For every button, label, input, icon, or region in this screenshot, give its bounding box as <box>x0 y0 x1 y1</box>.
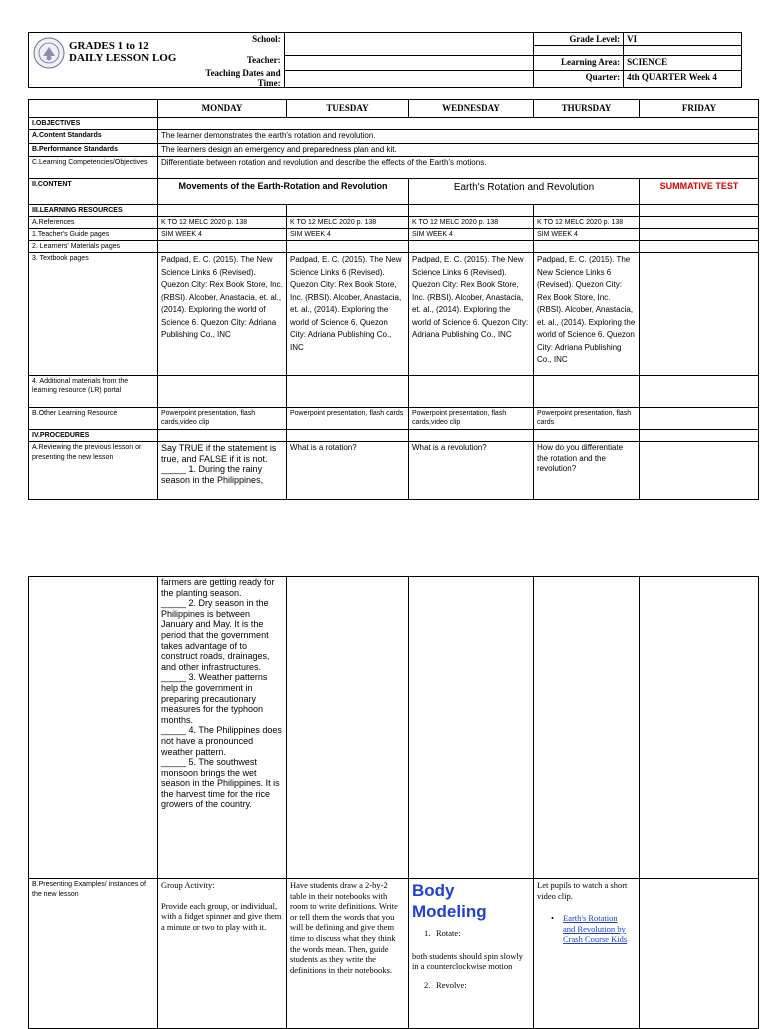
other-resource-thu: Powerpoint presentation, flash cards <box>534 408 640 430</box>
procedure-a-wed: What is a revolution? <box>409 442 534 500</box>
day-header-thursday: THURSDAY <box>534 100 640 118</box>
teacher-label: Teacher: <box>246 55 281 65</box>
day-header-tuesday: TUESDAY <box>287 100 409 118</box>
references-wed: K TO 12 MELC 2020 p. 138 <box>409 217 534 229</box>
lesson-log-table <box>28 99 759 500</box>
guide-tue: SIM WEEK 4 <box>287 229 409 241</box>
references-mon: K TO 12 MELC 2020 p. 138 <box>158 217 287 229</box>
procedure-b-thu <box>534 879 640 1029</box>
additional-materials-label: 4. Additional materials from the learning resource (LR) portal <box>29 376 158 408</box>
procedure-b-wed <box>409 879 534 1029</box>
references-tue: K TO 12 MELC 2020 p. 138 <box>287 217 409 229</box>
other-resource-tue: Powerpoint presentation, flash cards <box>287 408 409 430</box>
other-resource-label: B.Other Learning Resource <box>29 408 158 430</box>
header-table <box>28 32 742 88</box>
video-link[interactable]: Earth's Rotation and Revolution by Crash Course Kids <box>563 913 628 944</box>
content-label: II.CONTENT <box>29 179 158 205</box>
quarter-label: Quarter: <box>534 71 624 88</box>
day-header-friday: FRIDAY <box>640 100 759 118</box>
content-wed-thu: Earth's Rotation and Revolution <box>409 179 640 205</box>
procedure-a-tue: What is a rotation? <box>287 442 409 500</box>
lesson-log-table-continued <box>28 576 759 1029</box>
dates-label: Teaching Dates and Time: <box>205 68 281 88</box>
competencies-label: C.Learning Competencies/Objectives <box>29 157 158 179</box>
group-activity-title: Group Activity: <box>161 880 215 890</box>
bullet-icon: • <box>551 913 554 923</box>
resources-heading: III.LEARNING RESOURCES <box>29 205 158 217</box>
procedure-a-mon: Say TRUE if the statement is true, and FALSE if it is not. _____ 1. During the rainy season in the Philippines, <box>158 442 287 500</box>
guide-wed: SIM WEEK 4 <box>409 229 534 241</box>
grade-label: Grade Level: <box>534 33 624 46</box>
group-activity-body: Provide each group, or individual, with a fidget spinner and give them a minute or two to play with it. <box>161 900 282 932</box>
content-mon-tue: Movements of the Earth-Rotation and Revolution <box>158 179 409 205</box>
objectives-heading: I.OBJECTIVES <box>29 118 158 130</box>
header-title-cell <box>29 33 285 88</box>
other-resource-mon: Powerpoint presentation, flash cards,video clip <box>158 408 287 430</box>
textbook-mon: Padpad, E. C. (2015). The New Science Links 6 (Revised). Quezon City: Rex Book Store, Inc. (RBSI). Alcober, Anastacia, et. al., (2014). Exploring the world of Science 6. Quezon City: Adriana Publishing Co., INC <box>158 253 287 376</box>
list-number-2: 2. <box>424 979 431 990</box>
textbook-thu: Padpad, E. C. (2015). The New Science Links 6 (Revised). Quezon City: Rex Book Store, Inc. (RBSI). Alcober, Anastacia, et. al., (2014). Exploring the world of Science 6. Quezon City: Adriana Publishing Co., INC <box>534 253 640 376</box>
procedure-a-thu: How do you differentiate the rotation and the revolution? <box>534 442 640 500</box>
procedure-a-label: A.Reviewing the previous lesson or presenting the new lesson <box>29 442 158 500</box>
school-value-cell[interactable] <box>284 33 534 56</box>
school-label: School: <box>252 34 281 44</box>
day-header-wednesday: WEDNESDAY <box>409 100 534 118</box>
revolve-item: Revolve: <box>436 979 467 990</box>
references-label: A.References <box>29 217 158 229</box>
rotate-item: Rotate: <box>436 928 461 938</box>
area-label: Learning Area: <box>534 56 624 71</box>
header-title-line1: GRADES 1 to 12 <box>69 40 149 52</box>
guide-mon: SIM WEEK 4 <box>158 229 287 241</box>
textbook-tue: Padpad, E. C. (2015). The New Science Links 6 (Revised). Quezon City: Rex Book Store, Inc. (RBSI). Alcober, Anastacia, et. al., (2014). Exploring the world of Science 6. Quezon City: Adriana Publishing Co., INC <box>287 253 409 376</box>
procedure-a-mon-continued: farmers are getting ready for the planting season. _____ 2. Dry season in the Philippines is between January and May. It is the period that the government takes advantage of to construct roads, drainages, and other infrastructures. _____ 3. Weather patterns help the government in preparing precautionary measures for the typhoon months. _____ 4. The Philippines does not have a pronounced weather pattern. _____ 5. The southwest monsoon brings the wet season in the Philippines. It is the harvest time for the rice growers of the country. <box>158 577 287 879</box>
textbook-wed: Padpad, E. C. (2015). The New Science Links 6 (Revised). Quezon City: Rex Book Store, Inc. (RBSI). Alcober, Anastacia, et. al., (2014). Exploring the world of Science 6. Quezon City: Adriana Publishing Co., INC <box>409 253 534 376</box>
procedure-b-label: B.Presenting Examples/ instances of the new lesson <box>29 879 158 1029</box>
list-number-1: 1. <box>424 928 431 938</box>
day-header-monday: MONDAY <box>158 100 287 118</box>
performance-standards-label: B.Performance Standards <box>29 143 158 157</box>
procedure-b-tue: Have students draw a 2-by-2 table in their notebooks with room to write definitions. Write or tell them the words that you will be defining and give them time to discuss what they think the words mean. Then, guide students as they write the definitions in their notebooks. <box>287 879 409 1029</box>
rotate-description: both students should spin slowly in a counterclockwise motion <box>412 950 523 971</box>
grade-value: VI <box>624 33 742 46</box>
guide-thu: SIM WEEK 4 <box>534 229 640 241</box>
dates-value-cell[interactable] <box>284 71 534 88</box>
performance-standards-text: The learners design an emergency and preparedness plan and kit. <box>158 143 759 157</box>
procedures-heading: IV.PROCEDURES <box>29 430 158 442</box>
content-standards-label: A.Content Standards <box>29 130 158 144</box>
area-value: SCIENCE <box>624 56 742 71</box>
content-standards-text: The learner demonstrates the earth's rotation and revolution. <box>158 130 759 144</box>
video-intro: Let pupils to watch a short video clip. <box>537 880 628 901</box>
quarter-value: 4th QUARTER Week 4 <box>624 71 742 88</box>
procedure-b-mon <box>158 879 287 1029</box>
textbook-label: 3. Textbook pages <box>29 253 158 376</box>
guide-label: 1.Teacher's Guide pages <box>29 229 158 241</box>
body-modeling-title: Body Modeling <box>412 881 487 921</box>
competencies-text: Differentiate between rotation and revolution and describe the effects of the Earth's motions. <box>158 157 759 179</box>
content-fri: SUMMATIVE TEST <box>640 179 759 205</box>
teacher-value-cell[interactable] <box>284 56 534 71</box>
materials-label: 2. Learners' Materials pages <box>29 241 158 253</box>
references-thu: K TO 12 MELC 2020 p. 138 <box>534 217 640 229</box>
header-title-line2: DAILY LESSON LOG <box>69 52 177 64</box>
deped-seal-icon <box>33 37 65 69</box>
other-resource-wed: Powerpoint presentation, flash cards,video clip <box>409 408 534 430</box>
